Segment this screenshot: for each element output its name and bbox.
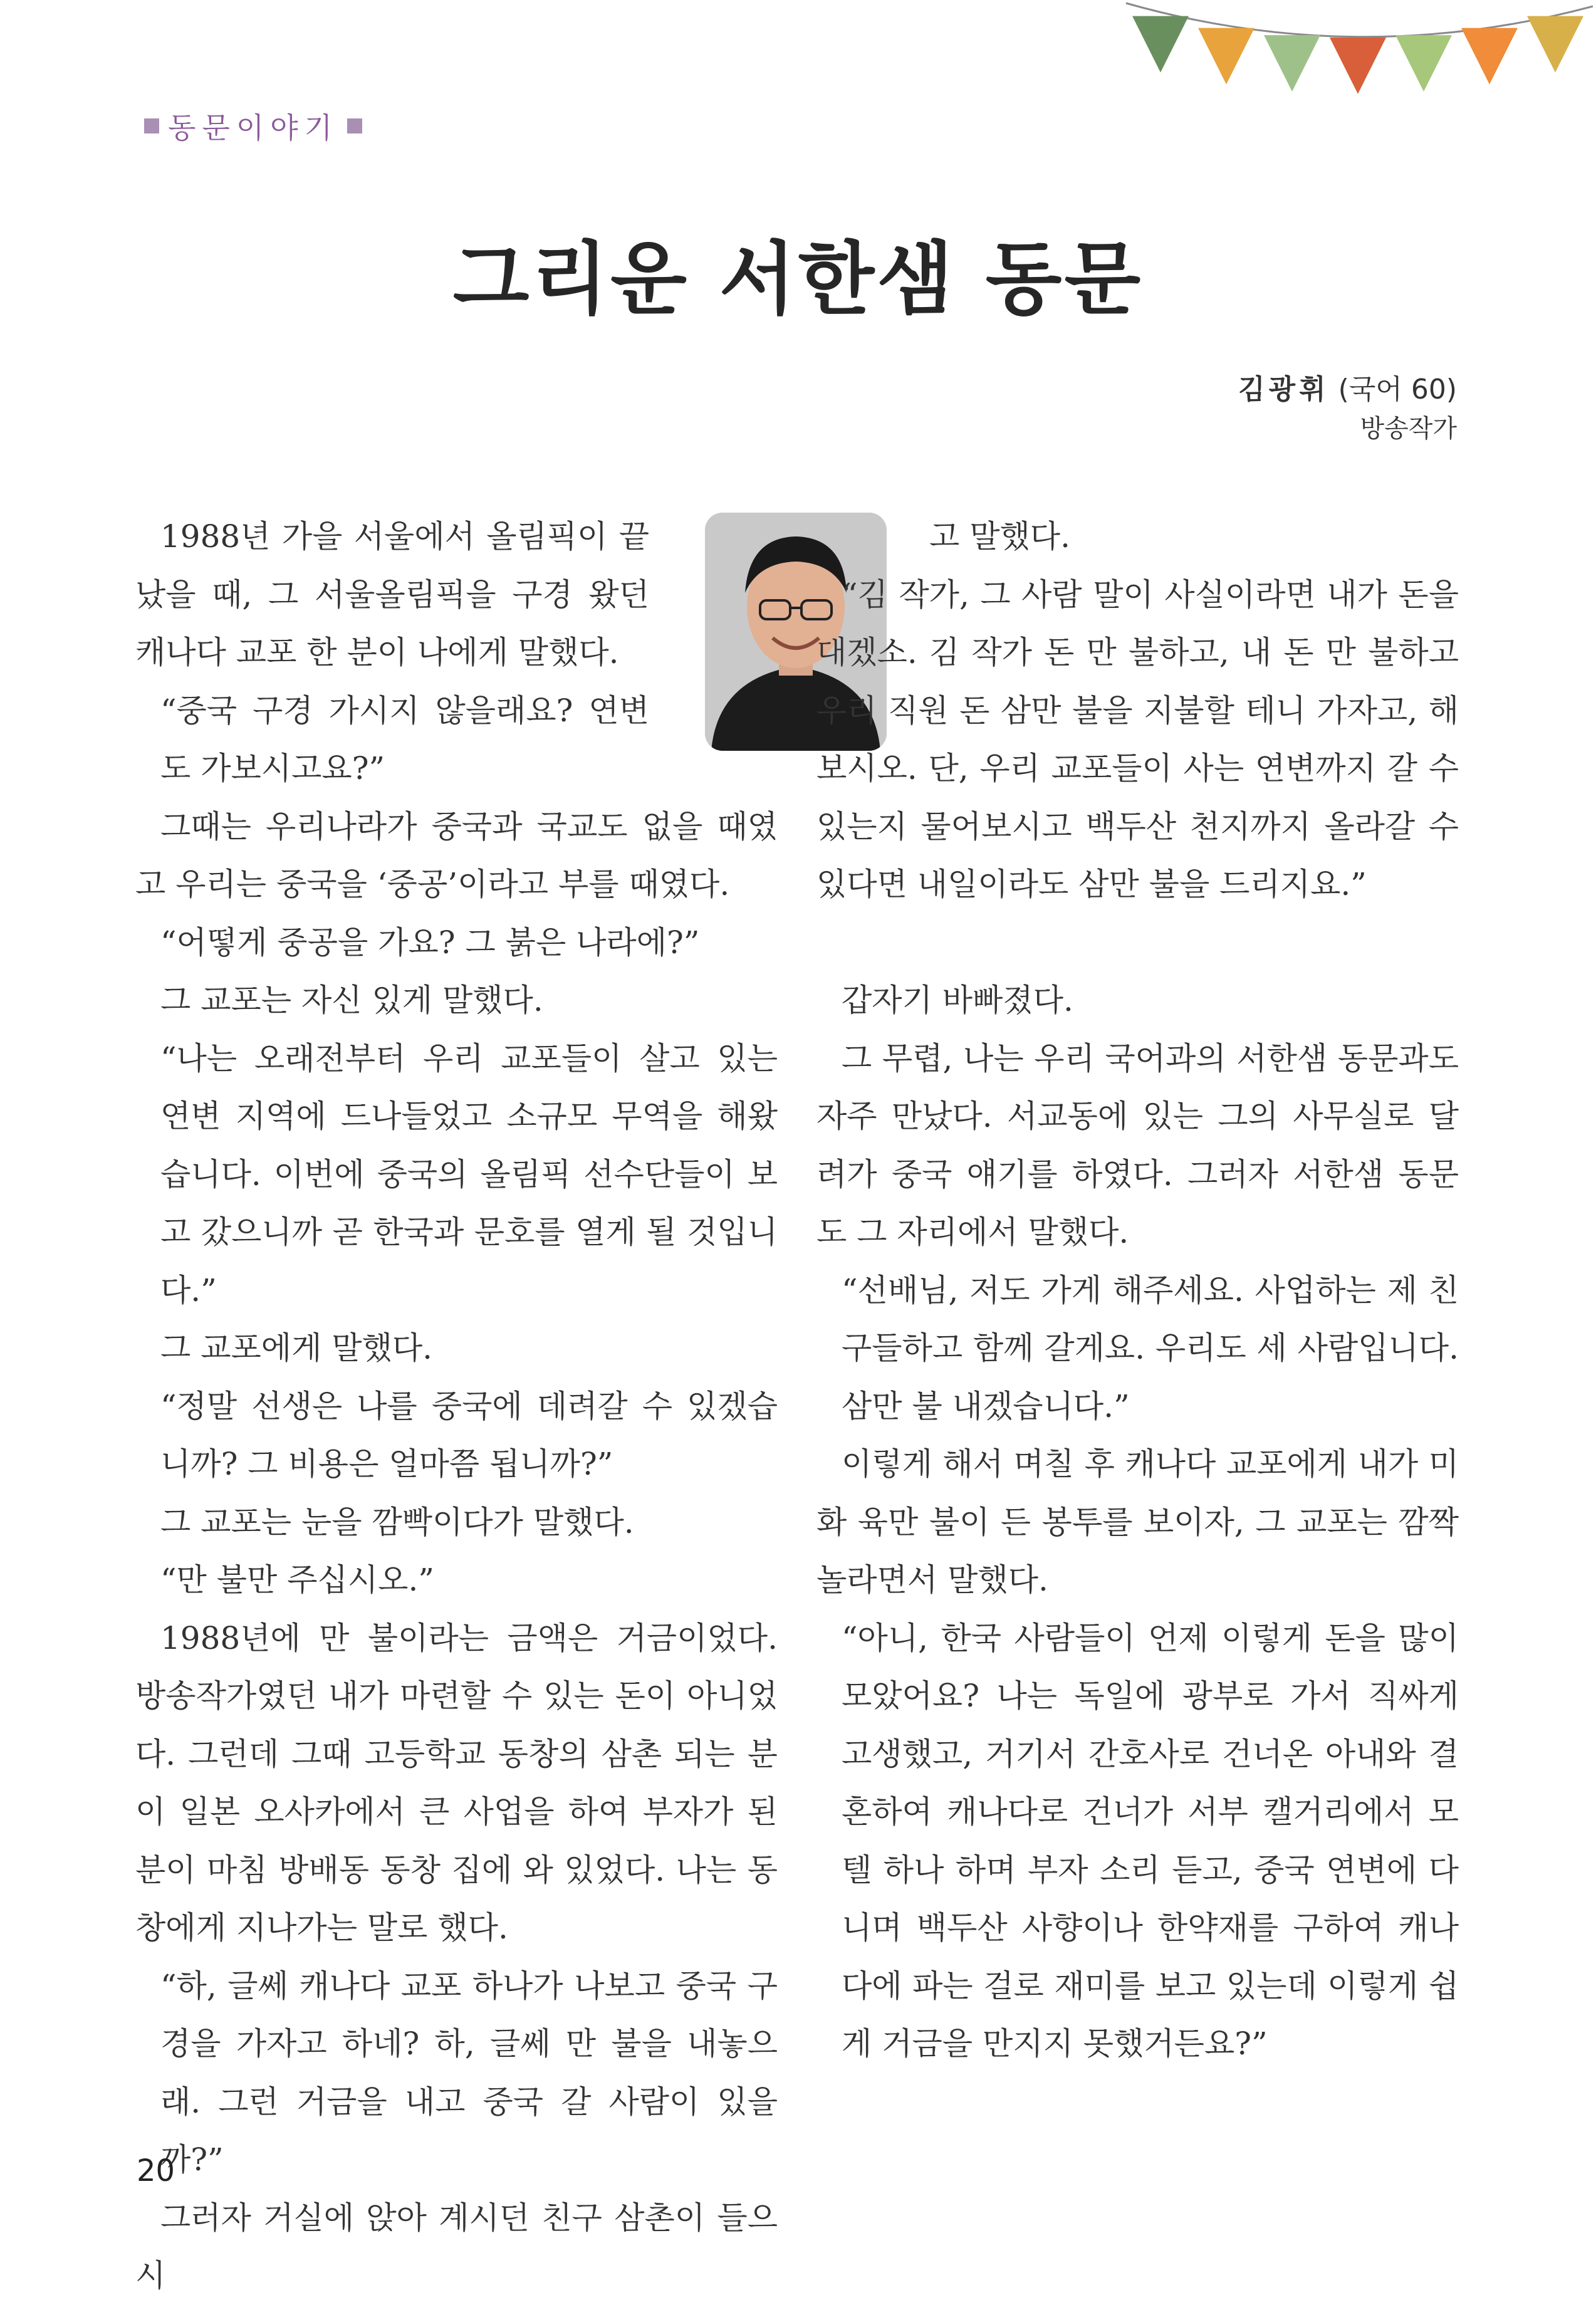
section-label-text: 동문이야기 [168,111,339,145]
page-number: 20 [137,2153,175,2188]
paragraph: 그 교포에게 말했다. [160,1330,433,1366]
bunting-flag-icon [1527,16,1583,73]
square-bullet-icon [347,118,362,133]
bunting-flag-icon [1395,35,1452,91]
right-column [816,508,1459,2073]
bunting-flag-icon [1461,28,1518,85]
author-affiliation: (국어 60) [1338,374,1457,405]
paragraph: 그 교포는 눈을 깜빡이다가 말했다. [160,1503,634,1540]
bunting-decoration-icon [1120,0,1596,138]
bunting-flag-icon [1330,38,1386,94]
paragraph: 고 말했다. [929,518,1070,555]
paragraph: “아니, 한국 사람들이 언제 이렇게 돈을 많이 모았어요? 나는 독일에 광부로 가서 직싸게 고생했고, 거기서 간호사로 건너온 아내와 결혼하여 캐나다로 건너가 서부 캘거리에서 모텔 하나 하며 부자 소리 듣고, 중국 연변에 다니며 백두산 사향이나 한약재를 구하여 캐나다에 파는 걸로 재미를 보고 있는데 이렇게 쉽게 거금을 만지지 못했거든요?” [842,1619,1459,2062]
paragraph: “정말 선생은 나를 중국에 데려갈 수 있겠습니까? 그 비용은 얼마쯤 됩니까?” [160,1388,778,1482]
author-name: 김광휘 [1238,374,1330,405]
paragraph: “중국 구경 가시지 않을래요? 연변도 가보시고요?” [160,692,649,787]
paragraph: 그 무렵, 나는 우리 국어과의 서한샘 동문과도 자주 만났다. 서교동에 있는 그의 사무실로 달려가 중국 얘기를 하였다. 그러자 서한샘 동문도 그 자리에서 말했다. [816,1040,1459,1250]
author-occupation: 방송작가 [1360,414,1457,443]
paragraph: 그 교포는 자신 있게 말했다. [160,982,543,1018]
paragraph: 갑자기 바빠졌다. [842,982,1073,1018]
paragraph: 1988년 가을 서울에서 올림픽이 끝났을 때, 그 서울올림픽을 구경 왔던 캐나다 교포 한 분이 나에게 말했다. [135,518,649,671]
author-byline [1238,370,1457,447]
article-title: 그리운 서한샘 동문 [452,233,1144,325]
bunting-flag-icon [1264,35,1320,91]
paragraph: “나는 오래전부터 우리 교포들이 살고 있는 연변 지역에 드나들었고 소규모 무역을 해왔습니다. 이번에 중국의 올림픽 선수단들이 보고 갔으니까 곧 한국과 문호를 열게 될 것입니다.” [160,1040,778,1309]
bunting-flag-icon [1132,16,1189,73]
paragraph: “하, 글쎄 캐나다 교포 하나가 나보고 중국 구경을 가자고 하네? 하, 글쎄 만 불을 내놓으래. 그런 거금을 내고 중국 갈 사람이 있을까?” [160,1967,778,2178]
paragraph: 그러자 거실에 앉아 계시던 친구 삼촌이 들으시 [135,2199,778,2294]
paragraph: 그때는 우리나라가 중국과 국교도 없을 때였고 우리는 중국을 ‘중공’이라고 부를 때였다. [135,808,778,902]
paragraph: “만 불만 주십시오.” [160,1562,434,1598]
section-label [135,105,371,147]
left-column [135,508,778,2305]
paragraph: 1988년에 만 불이라는 금액은 거금이었다. 방송작가였던 내가 마련할 수 있는 돈이 아니었다. 그런데 그때 고등학교 동창의 삼촌 되는 분이 일본 오사카에서 큰 사업을 하여 부자가 된 분이 마침 방배동 동창 집에 와 있었다. 나는 동창에게 지나가는 말로 했다. [135,1619,778,1946]
paragraph: 이렇게 해서 며칠 후 캐나다 교포에게 내가 미화 육만 불이 든 봉투를 보이자, 그 교포는 깜짝 놀라면서 말했다. [816,1446,1459,1598]
paragraph: “선배님, 저도 가게 해주세요. 사업하는 제 친구들하고 함께 갈게요. 우리도 세 사람입니다. 삼만 불 내겠습니다.” [842,1272,1459,1424]
paragraph: “김 작가, 그 사람 말이 사실이라면 내가 돈을 대겠소. 김 작가 돈 만 불하고, 내 돈 만 불하고 우리 직원 돈 삼만 불을 지불할 테니 가자고, 해보시오. 단, 우리 교포들이 사는 연변까지 갈 수 있는지 물어보시고 백두산 천지까지 올라갈 수 있다면 내일이라도 삼만 불을 드리지요.” [816,576,1459,902]
bunting-flag-icon [1198,28,1254,85]
square-bullet-icon [144,118,159,133]
paragraph: “어떻게 중공을 가요? 그 붉은 나라에?” [160,924,700,961]
